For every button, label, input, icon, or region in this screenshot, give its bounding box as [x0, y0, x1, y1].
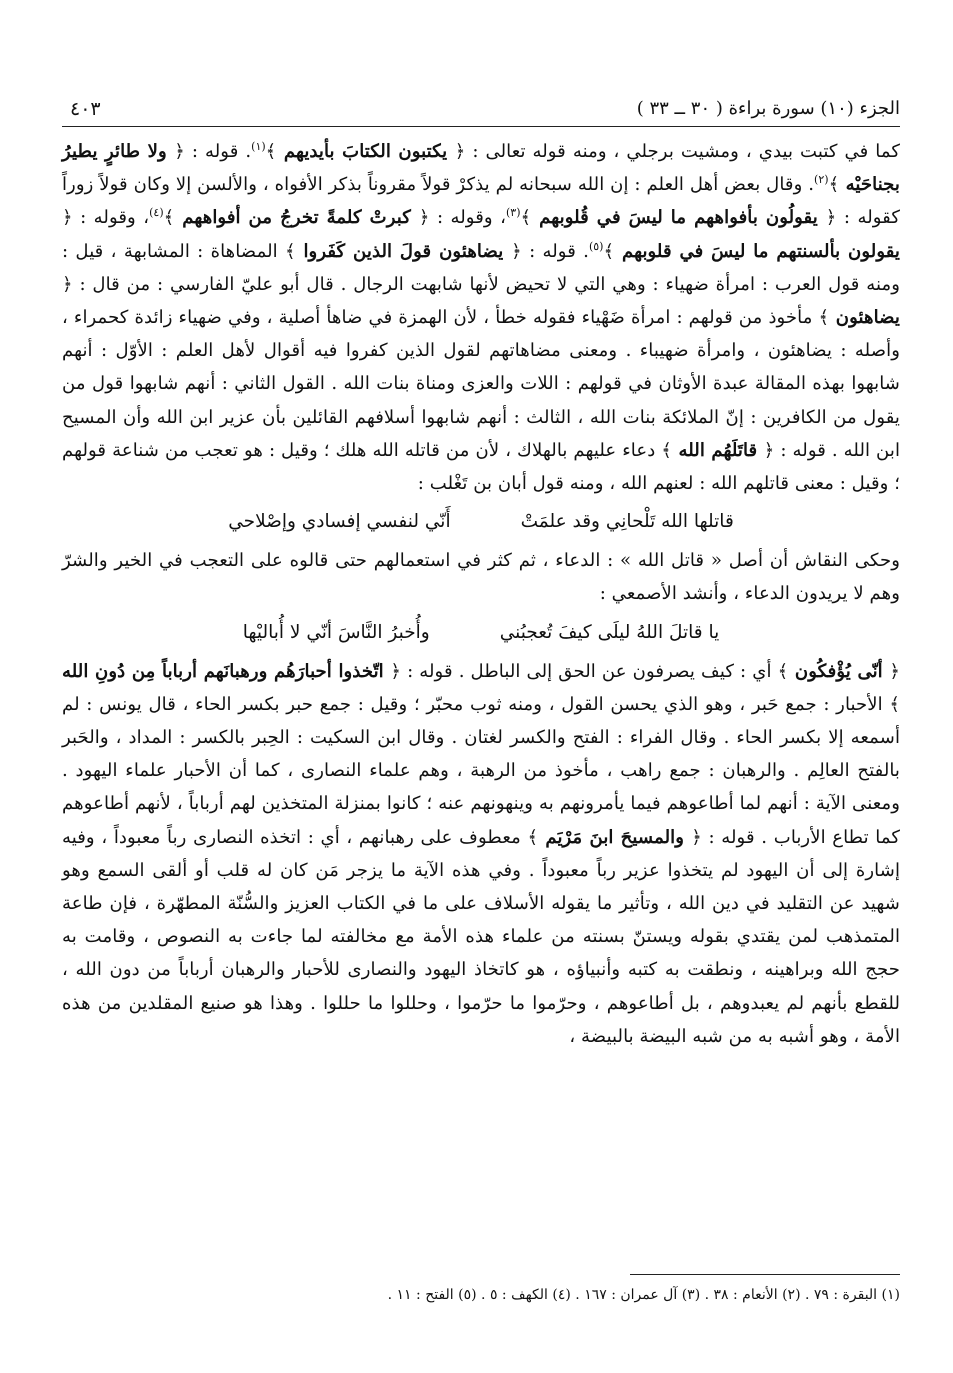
quran-bracket-close: ﴾: [265, 141, 277, 162]
quran-bracket-open: ﴿: [62, 207, 73, 229]
footnote-list: (١) البقرة : ٧٩ . (٢) الأنعام : ٣٨ . (٣) آل عمران : ١٦٧ . (٤) الكهف : ٥ . (٥) الفتح : ١١ .: [387, 1287, 900, 1303]
text-segment: الأحبار : جمع حَبر ، وهو الذي يحسن القول ، ومنه ثوب محبّر ؛ وقيل : جمع حبر بكسر الحاء ، قال يونس : لم أسمعه إلا بكسر الحاء . وقال الفراء : الفتح والكسر لغتان . وقال ابن السكيت : الحِبر بالكسر : المداد ، والحَبر بالفتح العالِم . والرهبان : جمع راهب ، مأخوذ من الرهبة ، وهم علماء النصارى ، كما أن الأحبار علماء اليهود . ومعنى الآية : أنهم لما أطاعوهم فيما يأمرونهم به وينهونهم عنه ؛ كانوا بمنزلة المتخذين لهم أرباباً ، لأنهم أطاعوهم كما تطاع الأرباب . قوله :: [62, 693, 901, 848]
quran-bracket-close: ﴾: [284, 240, 296, 262]
quran-bracket-open: ﴿: [825, 207, 837, 229]
quran-bracket-open: ﴿: [62, 273, 73, 295]
quran-bracket-close: ﴾: [527, 826, 539, 848]
text-segment: . قوله :: [184, 141, 252, 162]
body-text: [62, 135, 900, 1053]
page: [62, 92, 900, 1053]
quran-quote: يضاهئون قولَ الذين كَفَروا: [295, 240, 512, 262]
verse-first-hemistich: يا قاتلَ اللهُ ليلَى كيفَ تُعجبُني: [499, 621, 720, 643]
text-segment: كما في كتبت بيدي ، ومشيت برجلي ، ومنه قوله تعالى :: [465, 141, 900, 162]
text-segment: المضاهاة : المشابهة ، قيل : ومنه قول العرب : امرأة ضهياء : وهي التي لا تحيض لأنها شابهت الرجال . قال أبو عليّ الفارسي : من قال :: [62, 240, 900, 295]
running-title: الجزء (١٠) سورة براءة ( ٣٠ ــ ٣٣ ): [636, 98, 900, 119]
quran-quote: يقولون بألسنتهم ما ليسَ في قلوبهم: [614, 240, 900, 262]
quran-bracket-close: ﴾: [777, 660, 789, 682]
text-segment: . وقال بعض أهل العلم : إن الله سبحانه لم يذكرْ قولاً مقروناً بذكر الأفواه ، والألسن إلا وكان قولاً زوراً كقوله :: [62, 174, 900, 229]
footnote-ref: (٤): [149, 206, 164, 220]
quran-quote: والمسيحَ ابنَ مَرْيَم: [538, 826, 692, 848]
poetry-verse: [62, 506, 900, 538]
verse-first-hemistich: قاتلها الله تَلْحانِي وقد علمَتْ: [520, 511, 734, 533]
page-number: ٤٠٣: [70, 98, 101, 120]
footnote-ref: (٥): [588, 239, 604, 253]
text-segment: . قوله :: [521, 240, 589, 262]
quran-bracket-open: ﴿: [390, 660, 401, 682]
text-segment: ، وقوله :: [429, 207, 506, 229]
text-segment: مأخوذ من قولهم : امرأة ضَهْياء فقوله خطأ ، لأن الهمزة في ضاهأ أصلية ، وفي ضهياء زائدة كحمراء ، وأصله : يضاهئون ، وامرأة ضهيباء . ومعنى مضاهاتهم لقول الذين كفروا فيه أقوال لأهل العلم : الأوّل : أنهم شابهوا بهذه المقالة عبدة الأوثان في قولهم : اللات والعزى ومناة بنات الله . القول الثاني : أنهم شابهوا قول من يقول من الكافرين : إنّ الملائكة بنات الله ، الثالث : أنهم شابهوا أسلافهم القائلين بأن عزير ابن الله وأن المسيح ابن الله . قوله :: [62, 307, 900, 461]
footnote-ref: (١): [251, 139, 266, 153]
quran-bracket-open: ﴿: [691, 826, 702, 848]
quran-quote: اتّخذوا أحبارَهُم ورهبانَهم أرباباً مِن دُونِ الله: [62, 660, 391, 682]
quran-quote: يضاهئون: [829, 307, 900, 329]
quran-bracket-close: ﴾: [163, 207, 175, 229]
paragraph: [62, 544, 900, 610]
verse-second-hemistich: أَنّي لنفسي إفسادي وإصْلاحي: [228, 511, 451, 533]
quran-bracket-open: ﴿: [454, 141, 466, 162]
quran-quote: كبرتْ كلمةً تخرجُ من أفواههم: [174, 207, 419, 229]
footnote-ref: (٣): [505, 206, 521, 220]
quran-quote: قاتَلَهُم الله: [671, 439, 764, 461]
quran-bracket-open: ﴿: [763, 439, 775, 461]
text-segment: معطوف على رهبانهم ، أي : اتخذه النصارى رباً معبوداً ، وفيه إشارة إلى أن اليهود لم يتخذوا عزير رباً معبوداً . وفي هذه الآية ما يزجر مَن كان له قلب أو ألقى السمع وهو شهيد عن التقليد في دين الله ، وتأثير ما يقوله الأسلاف على ما في الكتاب العزيز والسُّنّة المطهّرة ، فإن طاعة المتمذهب لمن يقتدي بقوله ويستنّ بسنته من علماء هذه الأمة مع مخالفته لما جاءت به النصوص ، وقامت به حجج الله وبراهينه ، ونطقت به كتبه وأنبياؤه ، هو كاتخاذ اليهود والنصارى للأحبار والرهبان أرباباً من دون الله ، للقطع بأنهم لم يعبدوهم ، بل أطاعوهم ، وحرّموا ما حرّموا ، وحللوا ما حللوا . وهذا هو صنيع المقلدين من هذه الأمة ، وهو أشبه به من شبه البيضة بالبيضة ،: [62, 826, 900, 1047]
quran-bracket-open: ﴿: [511, 240, 522, 262]
text-segment: ، وقوله :: [72, 207, 150, 229]
quran-quote: أنّى يُؤْفكُون: [788, 660, 890, 682]
quran-bracket-open: ﴿: [174, 141, 185, 162]
verse-second-hemistich: وأُخبرُ النَّاسَ أنّي لا أُباليْها: [242, 621, 430, 643]
quran-bracket-close: ﴾: [661, 439, 672, 461]
quran-bracket-open: ﴿: [889, 660, 901, 682]
page-header: [62, 92, 900, 127]
quran-bracket-open: ﴿: [418, 207, 430, 229]
footnote-divider: [630, 1274, 900, 1275]
quran-quote: يقولُون بأفواههم ما ليسَ في قُلوبهم: [531, 207, 826, 229]
quran-bracket-close: ﴾: [828, 174, 840, 196]
text-segment: أي : كيف يصرفون عن الحق إلى الباطل . قوله :: [401, 660, 778, 682]
paragraph: [62, 135, 900, 500]
quran-bracket-close: ﴾: [520, 207, 532, 229]
footnotes: [62, 1274, 900, 1303]
text-segment: دعاء عليهم بالهلاك ، لأن من قاتله الله هلك ؛ وقيل : هو تعجب من شناعة قولهم ؛ وقيل : معنى قاتلهم الله : لعنهم الله ، ومنه قول أبان بن تَغْلب :: [62, 439, 900, 495]
quran-bracket-close: ﴾: [603, 240, 615, 262]
poetry-verse: [62, 617, 900, 649]
quran-bracket-close: ﴾: [818, 307, 830, 329]
quran-quote: يكتبون الكتابَ بأيديهم: [276, 141, 455, 162]
paragraph: [62, 655, 900, 1053]
text-segment: وحكى النقاش أن أصل « قاتل الله » : الدعاء ، ثم كثر في استعمالهم حتى قالوه على التعجب في الخير والشرّ وهم لا يريدون الدعاء ، وأنشد الأصمعي :: [62, 550, 900, 605]
footnote-ref: (٢): [814, 173, 829, 187]
quran-bracket-close: ﴾: [889, 693, 900, 715]
quran-quote: ولا طائرٍ يطيرُ بجناحَيْه: [62, 141, 900, 196]
